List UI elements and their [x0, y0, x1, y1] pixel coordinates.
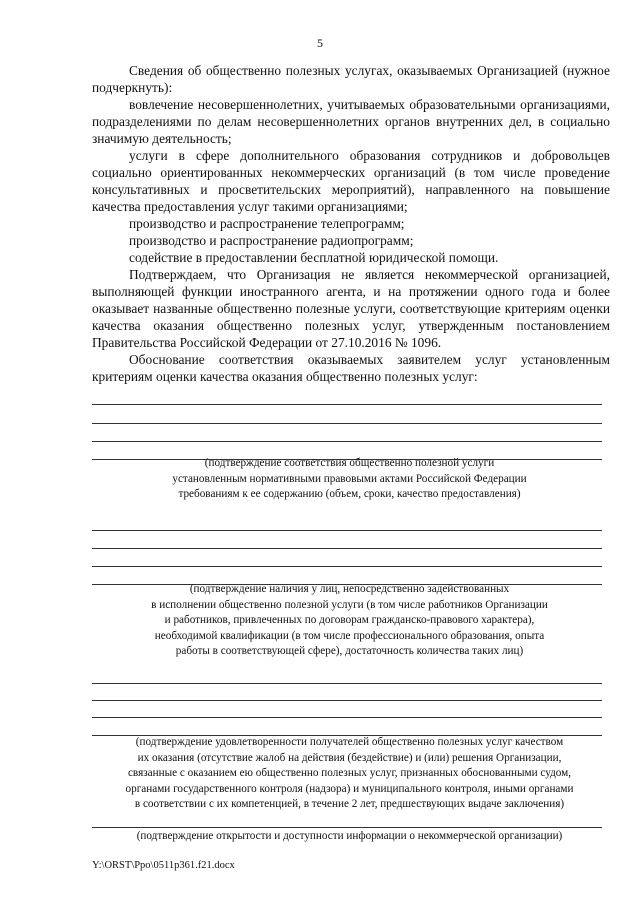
service-item-tv: производство и распространение телепрограмм; [129, 216, 405, 231]
fill-line[interactable] [92, 827, 602, 828]
fill-line[interactable] [92, 548, 602, 549]
fill-line[interactable] [92, 700, 602, 701]
caption-line: работы в соответствующей сфере), достаточность количества таких лиц) [175, 645, 524, 657]
basis-paragraph: Обоснование соответствия оказываемых заявителем услуг установленным критериям оценки качества оказания общественно полезных услуг: [92, 352, 610, 384]
service-item-legal: содействие в предоставлении бесплатной юридической помощи. [129, 250, 499, 265]
caption-line: необходимой квалификации (в том числе профессионального образования, опыта [154, 629, 545, 642]
fill-line[interactable] [92, 441, 602, 442]
footer-file-path: Y:\ORST\Ppo\0511p361.f21.docx [92, 860, 235, 871]
caption-line: (подтверждение соответствия общественно полезной услуги [204, 457, 495, 469]
fill-line[interactable] [92, 683, 602, 684]
fill-line[interactable] [92, 404, 602, 405]
caption-line: установленным нормативными правовыми актами Российской Федерации [172, 472, 527, 485]
caption-line: и работников, привлеченных по договорам гражданско-правового характера), [164, 614, 535, 626]
fill-line[interactable] [92, 566, 602, 567]
service-item-minors: вовлечение несовершеннолетних, учитываемых образовательными организациями, подразделениями по делам несовершеннолетних органов внутренних дел, в социально значимую деятельность; [92, 97, 610, 146]
confirmation-paragraph: Подтверждаем, что Организация не является некоммерческой организацией, выполняющей функции иностранного агента, и на протяжении одного года и более оказывает названные общественно полезные услуги, соответствующие критериям оценки качества оказания общественно полезных услуг, утвержденным постановлением Правительства Российской Федерации от 27.10.2016 № 1096. [92, 267, 610, 350]
page-number: 5 [317, 36, 323, 50]
caption-line: их оказания (отсутствие жалоб на действия (бездействие) и (или) решения Организации, [137, 751, 562, 764]
caption-line: в соответствии с их компетенцией, в течение 2 лет, предшествующих выдаче заключения) [134, 798, 565, 810]
service-item-radio: производство и распространение радиопрограмм; [129, 233, 414, 248]
caption-openness [92, 829, 607, 845]
caption-line: связанные с оказанием ею общественно полезных услуг, признанных обоснованными судом, [127, 767, 572, 779]
caption-line: (подтверждение удовлетворенности получателей общественно полезных услуг качеством [135, 736, 564, 748]
caption-line: органами государственного контроля (надзора) и муниципального контроля, иными органами [125, 782, 574, 795]
caption-line: (подтверждение открытости и доступности информации о некоммерческой организации) [136, 830, 563, 842]
fill-line[interactable] [92, 423, 602, 424]
intro-paragraph: Сведения об общественно полезных услугах, оказываемых Организацией (нужное подчеркнуть): [92, 63, 610, 95]
caption-qualification [92, 582, 607, 660]
fill-line[interactable] [92, 530, 602, 531]
caption-line: (подтверждение наличия у лиц, непосредственно задействованных [189, 583, 510, 595]
service-item-education: услуги в сфере дополнительного образования сотрудников и добровольцев социально ориентированных некоммерческих организаций (в том числе проведение консультативных и просветительских мероприятий), направленного на повышение качества предоставления услуг такими организациями; [92, 148, 610, 214]
body-text [92, 62, 610, 385]
caption-line: требованиям к ее содержанию (объем, сроки, качество предоставления) [178, 488, 521, 500]
caption-line: в исполнении общественно полезной услуги (в том числе работников Организации [151, 598, 548, 611]
caption-requirements [92, 456, 607, 503]
caption-satisfaction [92, 735, 607, 813]
fill-line[interactable] [92, 717, 602, 718]
